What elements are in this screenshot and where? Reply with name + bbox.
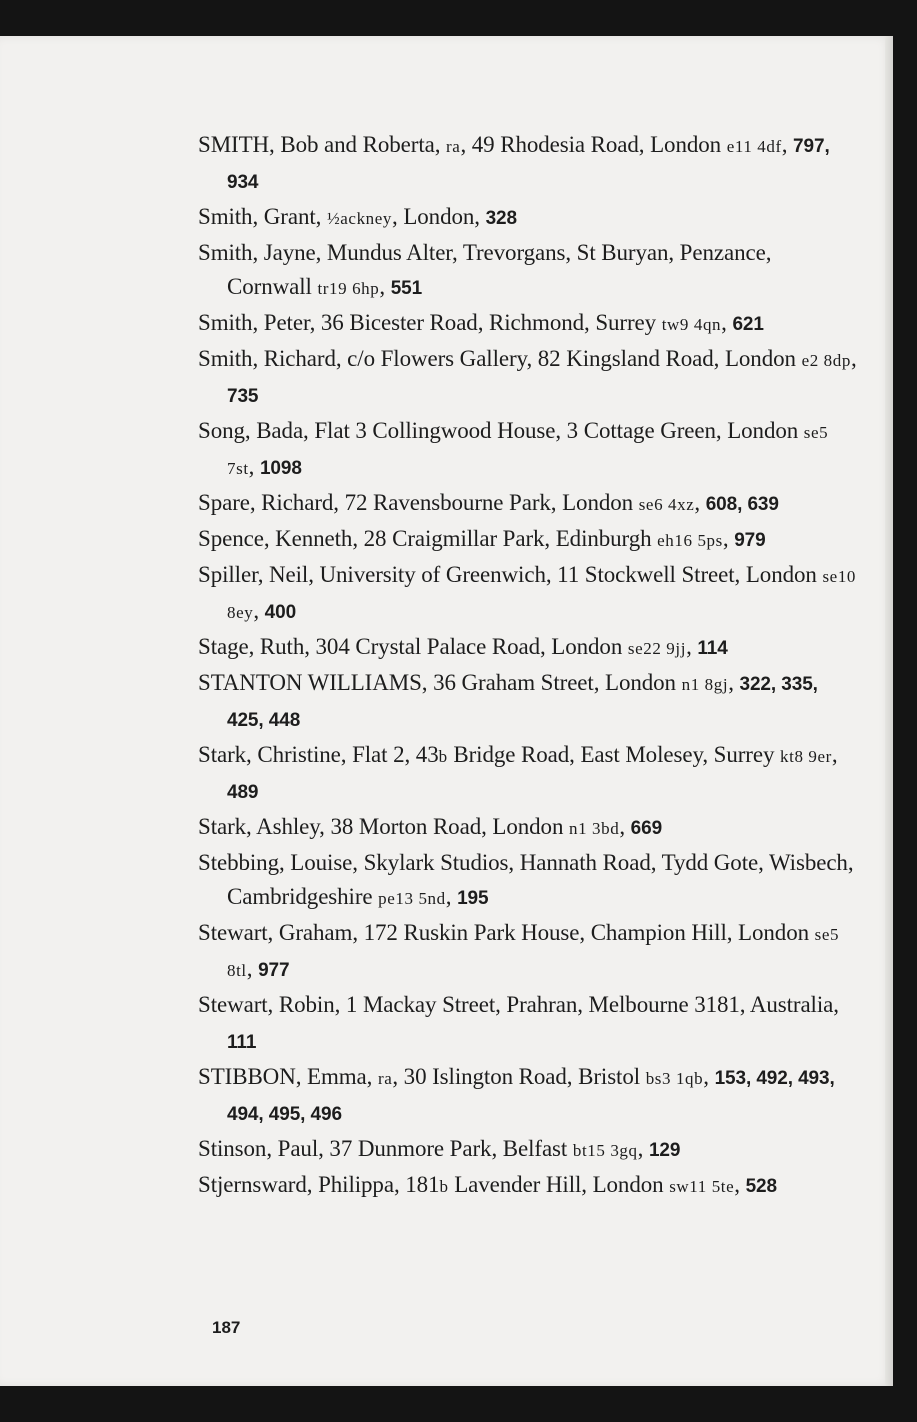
entry-page-refs: 195 <box>457 888 489 909</box>
page-edge <box>885 36 893 1386</box>
entry-smallcaps: b <box>438 747 448 766</box>
entry-separator: , <box>703 1064 715 1089</box>
entry-page-refs: 111 <box>227 1032 257 1053</box>
entry-separator: , <box>379 274 391 299</box>
entry-text: Stage, Ruth, 304 Crystal Palace Road, London <box>198 634 628 659</box>
index-entry <box>198 522 858 558</box>
index-entry <box>198 342 858 414</box>
entry-separator: , <box>850 346 857 371</box>
index-entry <box>198 558 858 630</box>
entry-page-refs: 669 <box>630 818 663 839</box>
entry-smallcaps: pe13 5nd <box>378 889 446 908</box>
entry-text: Spiller, Neil, University of Greenwich, 11 Stockwell Street, London <box>198 562 823 587</box>
entry-text: Smith, Richard, c/o Flowers Gallery, 82 Kingsland Road, London <box>198 346 802 371</box>
entry-smallcaps: se10 8ey <box>227 567 857 622</box>
entry-page-refs: 608, 639 <box>705 494 779 515</box>
entry-smallcaps: n1 3bd <box>569 819 620 838</box>
entry-smallcaps: e11 4df <box>726 137 782 156</box>
entry-text: Smith, Grant, <box>198 204 327 229</box>
index-entry <box>198 414 858 486</box>
index-entry <box>198 1168 858 1204</box>
entry-page-refs: 621 <box>732 314 764 335</box>
entry-smallcaps: kt8 9er <box>780 747 832 766</box>
entry-page-refs: 979 <box>734 530 766 551</box>
entry-text: STANTON WILLIAMS, 36 Graham Street, London <box>198 670 682 695</box>
index-entry <box>198 236 858 306</box>
entry-smallcaps: n1 8gj <box>681 675 729 694</box>
entry-separator: , <box>833 992 839 1017</box>
entry-text: Stewart, Robin, 1 Mackay Street, Prahran, Melbourne 3181, Australia <box>198 992 834 1017</box>
index-entry <box>198 810 858 846</box>
index-entry <box>198 846 858 916</box>
entry-text: Stark, Ashley, 38 Morton Road, London <box>198 814 569 839</box>
entry-separator: , <box>248 454 260 479</box>
entry-smallcaps: tr19 6hp <box>317 279 380 298</box>
entry-separator: , <box>246 956 259 981</box>
entry-text: Lavender Hill, London <box>448 1172 670 1197</box>
entry-separator: , <box>831 742 838 767</box>
entry-smallcaps: se5 8tl <box>227 925 840 980</box>
entry-page-refs: 551 <box>390 278 423 299</box>
entry-page-refs: 114 <box>697 638 728 659</box>
index-entry <box>198 916 858 988</box>
entry-smallcaps: ra <box>446 137 461 156</box>
entry-smallcaps: tw9 4qn <box>661 315 722 334</box>
index-entry <box>198 128 858 200</box>
entry-smallcaps: se22 9jj <box>627 639 687 658</box>
entry-separator: , <box>722 526 735 551</box>
index-entry <box>198 486 858 522</box>
entry-page-refs: 129 <box>648 1140 681 1161</box>
entry-text: , 49 Rhodesia Road, London <box>460 132 727 157</box>
entry-smallcaps: eh16 5ps <box>657 531 723 550</box>
index-entry <box>198 738 858 810</box>
entry-separator: , <box>445 884 458 909</box>
entry-page-refs: 322, 335, 425, 448 <box>227 674 818 731</box>
entry-text: Song, Bada, Flat 3 Collingwood House, 3 Cottage Green, London <box>198 418 804 443</box>
entry-separator: , <box>637 1136 649 1161</box>
index-entry <box>198 630 858 666</box>
entry-smallcaps: bs3 1qb <box>645 1069 704 1088</box>
entry-text: Spare, Richard, 72 Ravensbourne Park, London <box>198 490 639 515</box>
entry-page-refs: 1098 <box>259 458 302 479</box>
page-number: 187 <box>212 1318 241 1337</box>
entry-text: Bridge Road, East Molesey, Surrey <box>447 742 781 767</box>
entry-smallcaps: ½ackney <box>326 209 393 228</box>
entry-text: Stewart, Graham, 172 Ruskin Park House, Champion Hill, London <box>198 920 815 945</box>
entry-page-refs: 735 <box>227 386 259 407</box>
entry-smallcaps: b <box>439 1177 449 1196</box>
entry-separator: , <box>728 670 740 695</box>
entry-page-refs: 400 <box>264 602 297 623</box>
entry-text: Smith, Peter, 36 Bicester Road, Richmond, Surrey <box>198 310 662 335</box>
entry-smallcaps: se6 4xz <box>638 495 695 514</box>
entry-separator: , <box>781 132 794 157</box>
entry-text: Smith, Jayne, Mundus Alter, Trevorgans, St Buryan, Penzance, Cornwall <box>198 240 772 299</box>
entry-text: Stebbing, Louise, Skylark Studios, Hannath Road, Tydd Gote, Wisbech, Cambridgeshire <box>198 850 854 909</box>
entry-text: STIBBON, Emma, <box>198 1064 378 1089</box>
entry-separator: , <box>686 634 698 659</box>
entry-page-refs: 528 <box>745 1176 777 1197</box>
index-entry <box>198 200 858 236</box>
entry-smallcaps: sw11 5te <box>669 1177 735 1196</box>
entry-text: Stinson, Paul, 37 Dunmore Park, Belfast <box>198 1136 573 1161</box>
entry-separator: , <box>619 814 631 839</box>
entry-separator: , <box>721 310 733 335</box>
entry-page-refs: 153, 492, 493, 494, 495, 496 <box>227 1068 835 1125</box>
entry-separator: , <box>694 490 706 515</box>
entry-page-refs: 977 <box>258 960 290 981</box>
index-list <box>198 128 858 1204</box>
index-entry <box>198 1132 858 1168</box>
entry-separator: , <box>253 598 265 623</box>
index-entry <box>198 1060 858 1132</box>
entry-smallcaps: e2 8dp <box>801 351 851 370</box>
entry-separator: , <box>474 204 486 229</box>
entry-text: Stjernsward, Philippa, 181 <box>198 1172 440 1197</box>
entry-smallcaps: bt15 3gq <box>572 1141 638 1160</box>
index-entry <box>198 306 858 342</box>
entry-smallcaps: ra <box>377 1069 393 1088</box>
entry-separator: , <box>734 1172 746 1197</box>
entry-text: Spence, Kenneth, 28 Craigmillar Park, Edinburgh <box>198 526 658 551</box>
book-page <box>0 36 893 1386</box>
entry-smallcaps: se5 7st <box>227 423 829 478</box>
entry-page-refs: 797, 934 <box>227 136 830 193</box>
entry-text: Stark, Christine, Flat 2, 43 <box>198 742 439 767</box>
entry-text: , 30 Islington Road, Bristol <box>392 1064 646 1089</box>
entry-text: SMITH, Bob and Roberta, <box>198 132 447 157</box>
index-entry <box>198 988 858 1060</box>
entry-text: , London <box>392 204 475 229</box>
entry-page-refs: 328 <box>485 208 517 229</box>
entry-page-refs: 489 <box>227 782 259 803</box>
index-entry <box>198 666 858 738</box>
